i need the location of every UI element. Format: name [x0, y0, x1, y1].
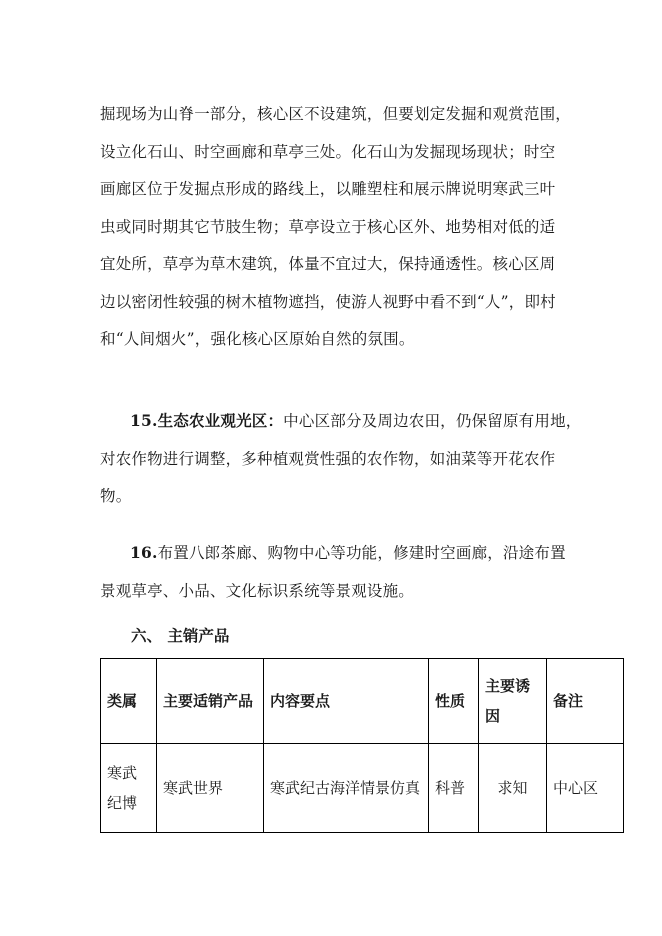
section-heading: 六、 主销产品 — [131, 626, 230, 645]
cell-nature: 科普 — [429, 744, 479, 833]
header-category: 类属 — [101, 659, 157, 744]
item-15-text: 中心区部分及周边农田，仍保留原有用地， — [283, 412, 582, 430]
paragraph-item-15 — [100, 402, 582, 516]
paragraph-line: 景观草亭、小品、文化标识系统等景观设施。 — [100, 581, 415, 600]
paragraph-line: 设立化石山、时空画廊和草亭三处。化石山为发掘现场现状；时空 — [100, 142, 556, 161]
products-table — [100, 658, 624, 833]
header-content: 内容要点 — [264, 659, 429, 744]
paragraph-line — [100, 534, 566, 573]
cell-content: 寒武纪古海洋情景仿真 — [264, 744, 429, 833]
paragraph-line: 物。 — [100, 487, 132, 505]
cell-note: 中心区 — [547, 744, 624, 833]
paragraph-line: 画廊区位于发掘点形成的路线上，以雕塑柱和展示牌说明寒武三叶 — [100, 180, 556, 198]
header-motive: 主要诱因 — [479, 659, 547, 744]
cell-product: 寒武世界 — [157, 744, 264, 833]
paragraph-line: 虫或同时期其它节肢生物；草亭设立于核心区外、地势相对低的适 — [100, 217, 556, 236]
table-row — [101, 744, 624, 833]
table-header-row — [101, 659, 624, 744]
paragraph-line: 宜处所，草亭为草木建筑，体量不宜过大，保持通透性。核心区周 — [100, 255, 556, 273]
cell-category: 寒武纪博 — [101, 744, 157, 833]
item-15-label: 15.生态农业观光区： — [130, 411, 284, 430]
item-16-text: 布置八郎茶廊、购物中心等功能，修建时空画廊，沿途布置 — [157, 544, 566, 562]
paragraph-line: 掘现场为山脊一部分，核心区不设建筑，但要划定发掘和观赏范围， — [100, 105, 572, 123]
paragraph-core-area — [100, 96, 572, 359]
paragraph-line: 边以密闭性较强的树木植物遮挡，使游人视野中看不到“人”，即村 — [100, 292, 556, 311]
cell-motive: 求知 — [479, 744, 547, 833]
header-product: 主要适销产品 — [157, 659, 264, 744]
paragraph-line: 和“人间烟火”，强化核心区原始自然的氛围。 — [100, 330, 415, 348]
paragraph-line — [100, 402, 582, 441]
item-16-label: 16. — [130, 543, 158, 562]
paragraph-line: 对农作物进行调整，多种植观赏性强的农作物，如油菜等开花农作 — [100, 449, 556, 468]
paragraph-item-16 — [100, 534, 566, 610]
header-note: 备注 — [547, 659, 624, 744]
header-nature: 性质 — [429, 659, 479, 744]
